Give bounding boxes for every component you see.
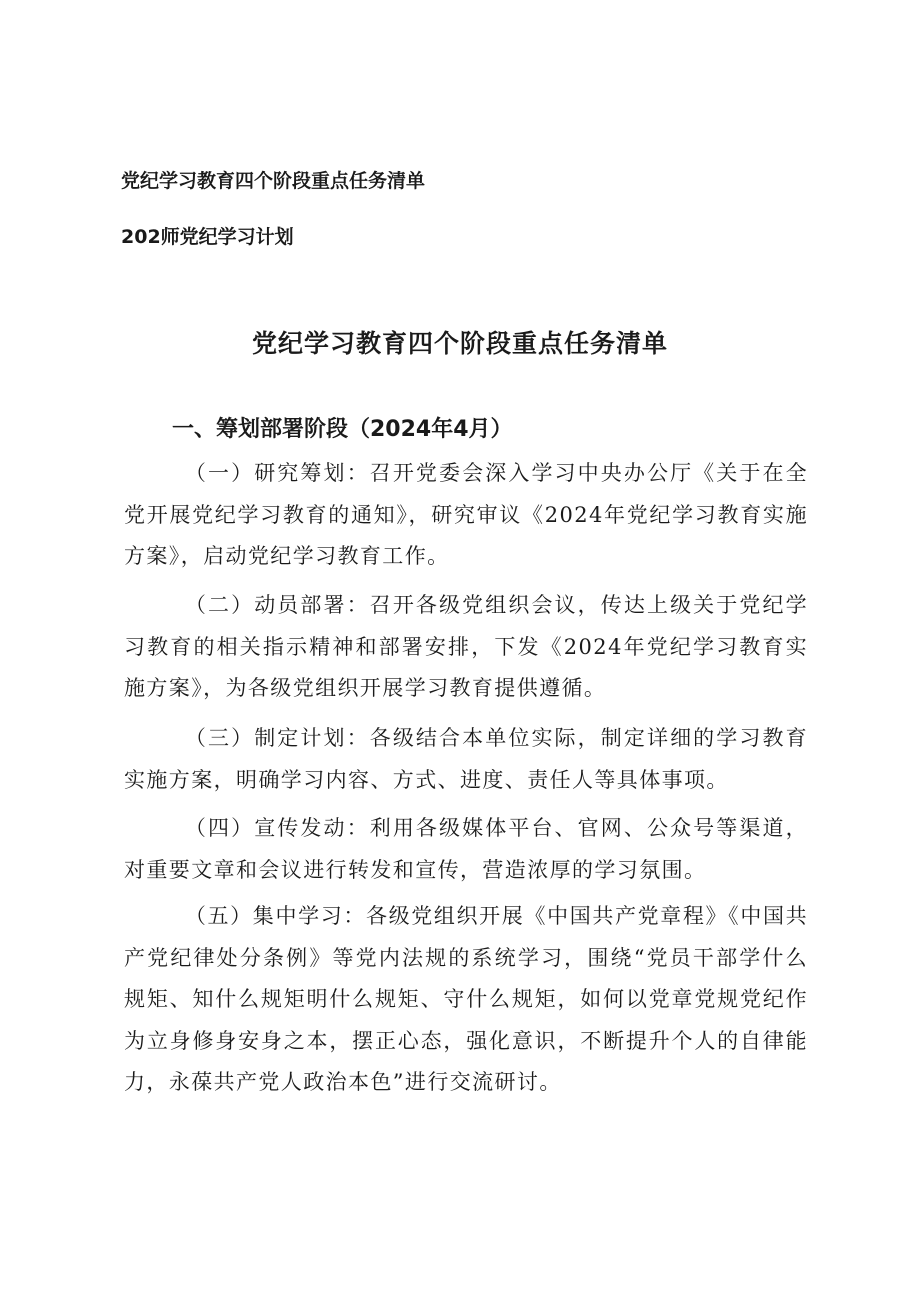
toc-line-1: 党纪学习教育四个阶段重点任务清单 — [121, 170, 426, 192]
paragraph-publicity: （四）宣传发动：利用各级媒体平台、官网、公众号等渠道，对重要文章和会议进行转发和宣传，营造浓厚的学习氛围。 — [124, 816, 808, 882]
paragraph-concentrated-study: （五）集中学习：各级党组织开展《中国共产党章程》《中国共产党纪律处分条例》等党内法规的系统学习，围绕“党员干部学什么规矩、知什么规矩明什么规矩、守什么规矩，如何以党章党规党纪作为立身修身安身之本，摆正心态，强化意识，不断提升个人的自律能力，永葆共产党人政治本色”进行交流研讨。 — [124, 904, 808, 1094]
document-title: 党纪学习教育四个阶段重点任务清单 — [251, 329, 668, 358]
toc-line-2: 202师党纪学习计划 — [121, 226, 294, 248]
section-heading: 一、筹划部署阶段（2024年4月） — [172, 417, 513, 442]
paragraph-research-planning: （一）研究筹划：召开党委会深入学习中央办公厅《关于在全党开展党纪学习教育的通知》，研究审议《2024年党纪学习教育实施方案》，启动党纪学习教育工作。 — [124, 461, 808, 568]
paragraph-make-plan: （三）制定计划：各级结合本单位实际，制定详细的学习教育实施方案，明确学习内容、方式、进度、责任人等具体事项。 — [124, 726, 808, 792]
paragraph-mobilization: （二）动员部署：召开各级党组织会议，传达上级关于党纪学习教育的相关指示精神和部署安排，下发《2024年党纪学习教育实施方案》，为各级党组织开展学习教育提供遵循。 — [124, 593, 808, 700]
